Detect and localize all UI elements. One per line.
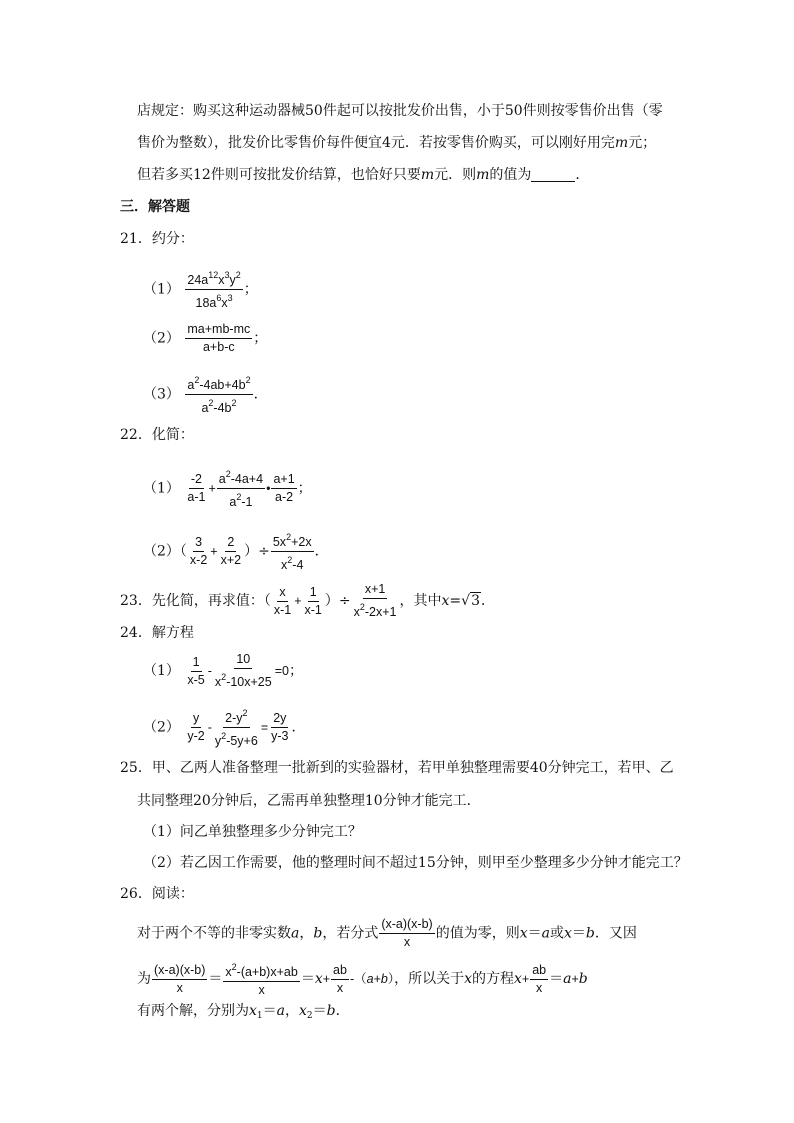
- q22-part2: （2）（ $\frac{3}{x-2}$ + $\frac{2}{x+2}$ ）÷ $\frac{5x^2+2x}{x^2-4}$ ．: [143, 532, 329, 572]
- q23-line: 23．先化简，再求值：（ $\frac{x}{x-1}$ + $\frac{1}{x-1}$ ）÷ $\frac{x+1}{x^2-2x+1}$ ，其中x=√3．: [120, 582, 495, 619]
- q25-sub-2: （2）若乙因工作需要，他的整理时间不超过15分钟，则甲至少整理多少分钟才能完工？: [143, 855, 688, 871]
- intro-line-3: 但若多买12件则可按批发价结算，也恰好只要m元．则m的值为 ．: [137, 167, 590, 183]
- q24-part1: （1） $\frac{1}{x-5}$ - $\frac{10}{x^2-10x+25}$ =0；: [143, 652, 303, 689]
- q21-part3: （3） $\frac{a^2-4ab+4b^2}{a^2-4b^2}$ ．: [143, 375, 268, 415]
- q26-line-1: 对于两个不等的非零实数a，b，若分式 $\frac{(x-a)(x-b)}{x}$ 的值为零，则x＝a或x＝b．又因: [137, 917, 637, 949]
- q25-line-2: 共同整理20分钟后，乙需再单独整理10分钟才能完工．: [137, 793, 481, 809]
- q24-part2: （2） $\frac{y}{y-2}$ - $\frac{2-y^2}{y^2-5y+6}$ = $\frac{2y}{y-3}$ ．: [143, 708, 306, 748]
- sqrt-symbol: √3: [461, 593, 480, 609]
- answer-blank: [531, 167, 575, 182]
- q21-title: 21．约分：: [120, 231, 194, 247]
- q21-part1: （1） $\frac{24a^{12}x^3y^2}{18a^6x^3}$ ；: [143, 270, 258, 310]
- q21-p1-fraction: $\frac{24a^{12}x^3y^2}{18a^6x^3}$: [187, 270, 241, 310]
- q22-title: 22．化简：: [120, 427, 194, 443]
- q21-part2: （2） $\frac{ma+mb-mc}{a+b-c}$ ；: [143, 322, 268, 354]
- q25-sub-1: （1）问乙单独整理多少分钟完工？: [143, 824, 362, 840]
- intro-line-2: 售价为整数），批发价比零售价每件便宜4元．若按零售价购买，可以刚好用完m元；: [137, 135, 657, 151]
- intro-line-1: 店规定：购买这种运动器械50件起可以按批发价出售，小于50件则按零售价出售（零: [137, 103, 663, 119]
- q21-p2-fraction: $\frac{ma+mb-mc}{a+b-c}$: [187, 322, 251, 354]
- q26-title: 26．阅读：: [120, 886, 194, 902]
- q26-line-2: 为 $\frac{(x-a)(x-b)}{x}$ ＝ $\frac{x^2-(a+b)x+ab}{x}$ ＝x+ $\frac{ab}{x}$ -（a+b），所以关于x的方程x+ $\frac{ab}{x}$ ＝a+b: [137, 962, 588, 997]
- section-heading: 三．解答题: [120, 199, 190, 215]
- q21-p3-fraction: $\frac{a^2-4ab+4b^2}{a^2-4b^2}$: [187, 375, 251, 415]
- q25-line-1: 25．甲、乙两人准备整理一批新到的实验器材，若甲单独整理需要40分钟完工，若甲、乙: [120, 760, 674, 776]
- q22-part1: （1） $\frac{-2}{a-1}$ + $\frac{a^2-4a+4}{a^2-1}$ • $\frac{a+1}{a-2}$ ；: [143, 469, 312, 509]
- q24-title: 24．解方程: [120, 625, 194, 641]
- q26-line-3: 有两个解，分别为$x_1=a$，$x_2=b$．: [137, 1003, 350, 1021]
